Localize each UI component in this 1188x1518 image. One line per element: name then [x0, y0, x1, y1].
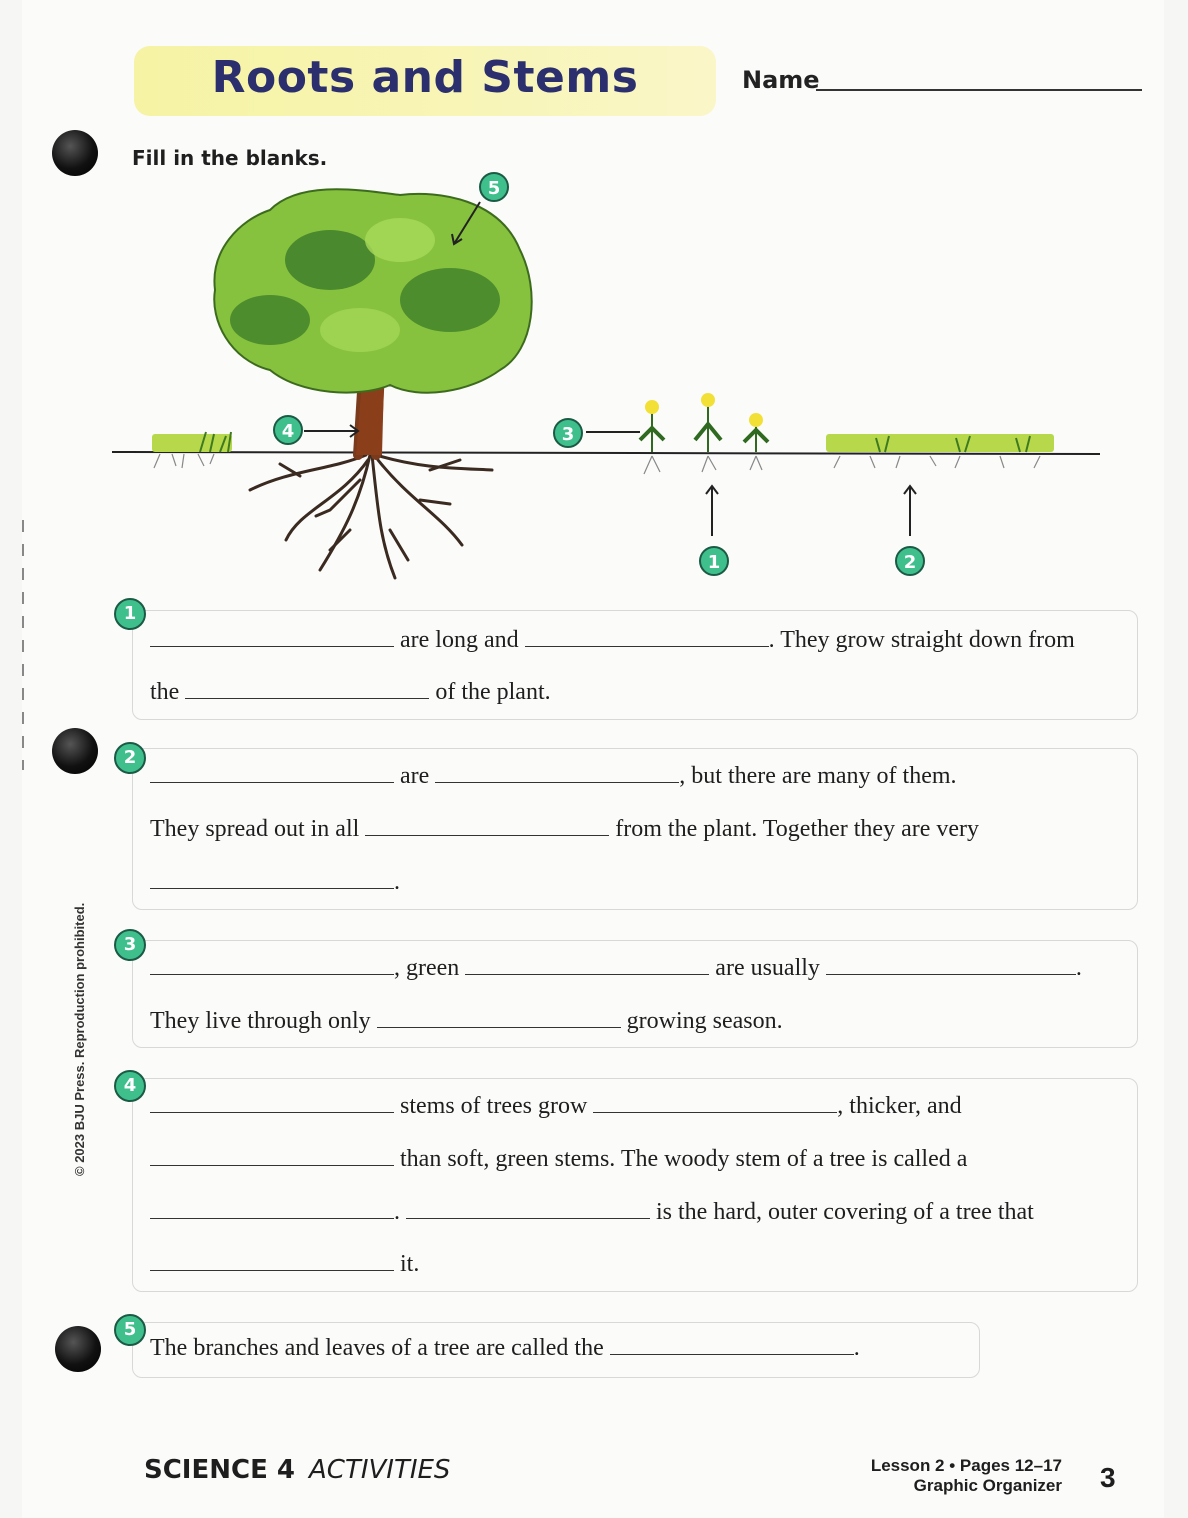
footer-activities: ACTIVITIES [309, 1455, 451, 1485]
answer-blank[interactable] [406, 1196, 650, 1219]
answer-blank[interactable] [435, 760, 679, 783]
question-1-line-2 [150, 676, 551, 706]
answer-blank[interactable] [150, 1248, 394, 1271]
answer-blank[interactable] [150, 866, 394, 889]
name-label: Name [742, 66, 820, 94]
sentence-text: of the plant. [435, 679, 551, 705]
footer-lesson-info [871, 1456, 1062, 1496]
dandelion-plants [640, 393, 768, 474]
instructions: Fill in the blanks. [132, 146, 328, 170]
sentence-text: stems of trees grow [400, 1093, 588, 1119]
sentence-text: is the hard, outer covering of a tree that [656, 1199, 1034, 1225]
question-4-line-4 [150, 1248, 419, 1278]
copyright-notice: © 2023 BJU Press. Reproduction prohibited. [72, 902, 87, 1176]
sentence-text: , thicker, and [837, 1093, 962, 1119]
question-2-line-1 [150, 760, 957, 790]
svg-text:3: 3 [561, 424, 575, 445]
svg-text:2: 2 [903, 552, 917, 573]
answer-blank[interactable] [150, 760, 394, 783]
question-2-line-3 [150, 866, 400, 896]
sentence-text: . [394, 869, 400, 895]
answer-blank[interactable] [593, 1090, 837, 1113]
answer-blank[interactable] [150, 1090, 394, 1113]
question-4-badge: 4 [114, 1070, 146, 1102]
small-grass-left [152, 432, 232, 468]
diagram-label-1 [700, 547, 728, 575]
answer-blank[interactable] [525, 624, 769, 647]
diagram-label-3 [554, 419, 582, 447]
sentence-text: They live through only [150, 1008, 371, 1034]
sentence-text: from the plant. Together they are very [615, 816, 980, 842]
answer-blank[interactable] [610, 1332, 854, 1355]
sentence-text: the [150, 679, 180, 705]
sentence-text: are usually [715, 955, 820, 981]
question-1-badge: 1 [114, 598, 146, 630]
diagram-label-2 [896, 547, 924, 575]
footer-series [144, 1455, 450, 1485]
sentence-text: are long and [400, 627, 519, 653]
answer-blank[interactable] [150, 1143, 394, 1166]
ground-line [112, 452, 1100, 454]
page-number: 3 [1100, 1462, 1116, 1493]
question-4-line-1 [150, 1090, 962, 1120]
svg-text:4: 4 [281, 421, 295, 442]
sentence-text: growing season. [626, 1008, 783, 1034]
sentence-text: . [1075, 955, 1082, 981]
binder-hole [52, 728, 98, 774]
question-3-badge: 3 [114, 929, 146, 961]
question-2-line-2 [150, 813, 979, 843]
footer-lesson: Lesson 2 • Pages 12–17 [870, 1456, 1062, 1475]
question-3-line-2 [150, 1005, 783, 1035]
diagram-label-5 [480, 173, 508, 201]
svg-text:1: 1 [707, 552, 721, 573]
answer-blank[interactable] [185, 676, 429, 699]
question-5-badge: 5 [114, 1314, 146, 1346]
answer-blank[interactable] [826, 952, 1076, 975]
sentence-text: They spread out in all [150, 816, 360, 842]
answer-blank[interactable] [377, 1005, 621, 1028]
plant-diagram [0, 0, 1188, 600]
sentence-text: than soft, green stems. The woody stem of a tree is called a [400, 1146, 968, 1172]
answer-blank[interactable] [365, 813, 609, 836]
worksheet-title: Roots and Stems [211, 52, 639, 103]
question-5-line-1 [150, 1332, 860, 1362]
sentence-text: . [394, 1199, 400, 1225]
answer-blank[interactable] [465, 952, 709, 975]
tree-roots [250, 455, 492, 578]
question-2-badge: 2 [114, 742, 146, 774]
question-1-line-1 [150, 624, 1075, 654]
question-4-line-2 [150, 1143, 967, 1173]
sentence-text: . They grow straight down from [768, 627, 1075, 653]
sentence-text: , but there are many of them. [679, 763, 957, 789]
answer-blank[interactable] [150, 952, 394, 975]
tree-canopy [214, 189, 531, 392]
sentence-text: The branches and leaves of a tree are called the [150, 1335, 604, 1361]
sentence-text: it. [400, 1251, 420, 1277]
answer-blank[interactable] [150, 624, 394, 647]
sentence-text: . [853, 1335, 860, 1361]
diagram-label-4 [274, 416, 302, 444]
binder-hole [55, 1326, 101, 1372]
sentence-text: , green [394, 955, 460, 981]
sentence-text: are [400, 763, 430, 789]
grass-patch-right [826, 434, 1054, 468]
question-4-line-3 [150, 1196, 1034, 1226]
footer-organizer: Graphic Organizer [913, 1476, 1062, 1495]
footer-science: SCIENCE 4 [144, 1455, 295, 1485]
answer-blank[interactable] [150, 1196, 394, 1219]
svg-text:5: 5 [487, 178, 501, 199]
question-3-line-1 [150, 952, 1082, 982]
